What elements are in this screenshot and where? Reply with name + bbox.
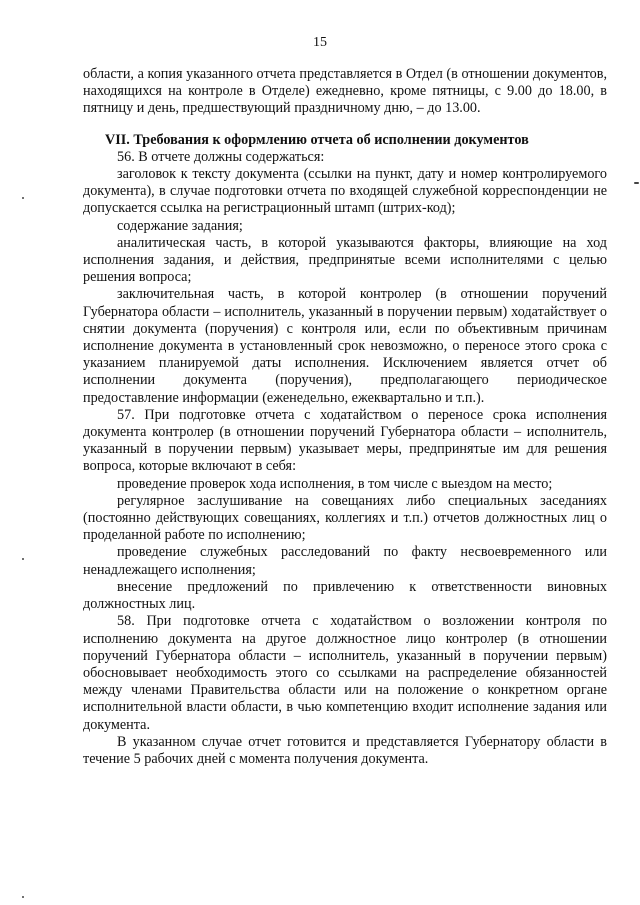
paragraph-inspections: проведение проверок хода исполнения, в том числе с выездом на место; bbox=[117, 475, 553, 492]
paragraph-58: 58. При подготовке отчета с ходатайством о возложении контроля по исполнению документа на другое должностное лицо контролер (в отношении поручений Губернатора области – исполнитель, указанный в поручении первым) обосновывает необходимость этого со ссылками на распределение обязанностей между членами Правительства области или на положение о конкретном органе исполнительной власти области, в чью компетенцию входит исполнение задания или документа. bbox=[83, 613, 607, 733]
scan-speck bbox=[22, 558, 24, 560]
page-number: 15 bbox=[313, 35, 327, 50]
document-body bbox=[83, 66, 607, 768]
scan-speck bbox=[22, 197, 24, 199]
paragraph-analytical-part: аналитическая часть, в которой указываются факторы, влияющие на ход исполнения задания, и действия, предпринятые всеми исполнителями с целью решения вопроса; bbox=[83, 234, 607, 286]
scan-speck bbox=[634, 182, 639, 184]
scan-speck bbox=[22, 896, 24, 898]
paragraph-hearings: регулярное заслушивание на совещаниях либо специальных заседаниях (постоянно действующих совещаниях, коллегиях и т.п.) отчетов должностных лиц о проделанной работе по исполнению; bbox=[83, 492, 607, 544]
paragraph-56: 56. В отчете должны содержаться: bbox=[117, 148, 325, 165]
paragraph-task-content: содержание задания; bbox=[117, 217, 243, 234]
paragraph-deadline: В указанном случае отчет готовится и представляется Губернатору области в течение 5 рабочих дней с момента получения документа. bbox=[83, 733, 607, 767]
section-heading: VII. Требования к оформлению отчета об исполнении документов bbox=[105, 131, 529, 148]
paragraph-investigations: проведение служебных расследований по факту несвоевременного или ненадлежащего исполнения; bbox=[83, 544, 607, 578]
paragraph-proposals: внесение предложений по привлечению к ответственности виновных должностных лиц. bbox=[83, 578, 607, 613]
paragraph-final-part: заключительная часть, в которой контролер (в отношении поручений Губернатора области – исполнитель, указанный в поручении первым) ходатайствует о снятии документа (поручения) с контроля или, если по объективным причинам исполнение документа в установленный срок невозможно, о переносе этого срока с указанием планируемой даты исполнения. Исключением является отчет об исполнении документа (поручения), предполагающего периодическое предоставление информации (еженедельно, ежеквартально и т.п.). bbox=[83, 286, 607, 406]
intro-paragraph: области, а копия указанного отчета представляется в Отдел (в отношении документов, находящихся на контроле в Отделе) ежедневно, кроме пятницы, с 9.00 до 18.00, в пятницу и день, предшествующий праздничному дню, – до 13.00. bbox=[83, 66, 607, 117]
paragraph-heading-item: заголовок к тексту документа (ссылки на пункт, дату и номер контролируемого документа), в случае подготовки отчета по входящей служебной корреспонденции не допускается ссылка на регистрационный штамп (штрих-код); bbox=[83, 166, 607, 217]
paragraph-57: 57. При подготовке отчета с ходатайством о переносе срока исполнения документа контролер (в отношении поручений Губернатора области – исполнитель, указанный в поручении первым) указывает меры, предпринятые им для решения вопроса, которые включают в себя: bbox=[83, 406, 607, 475]
